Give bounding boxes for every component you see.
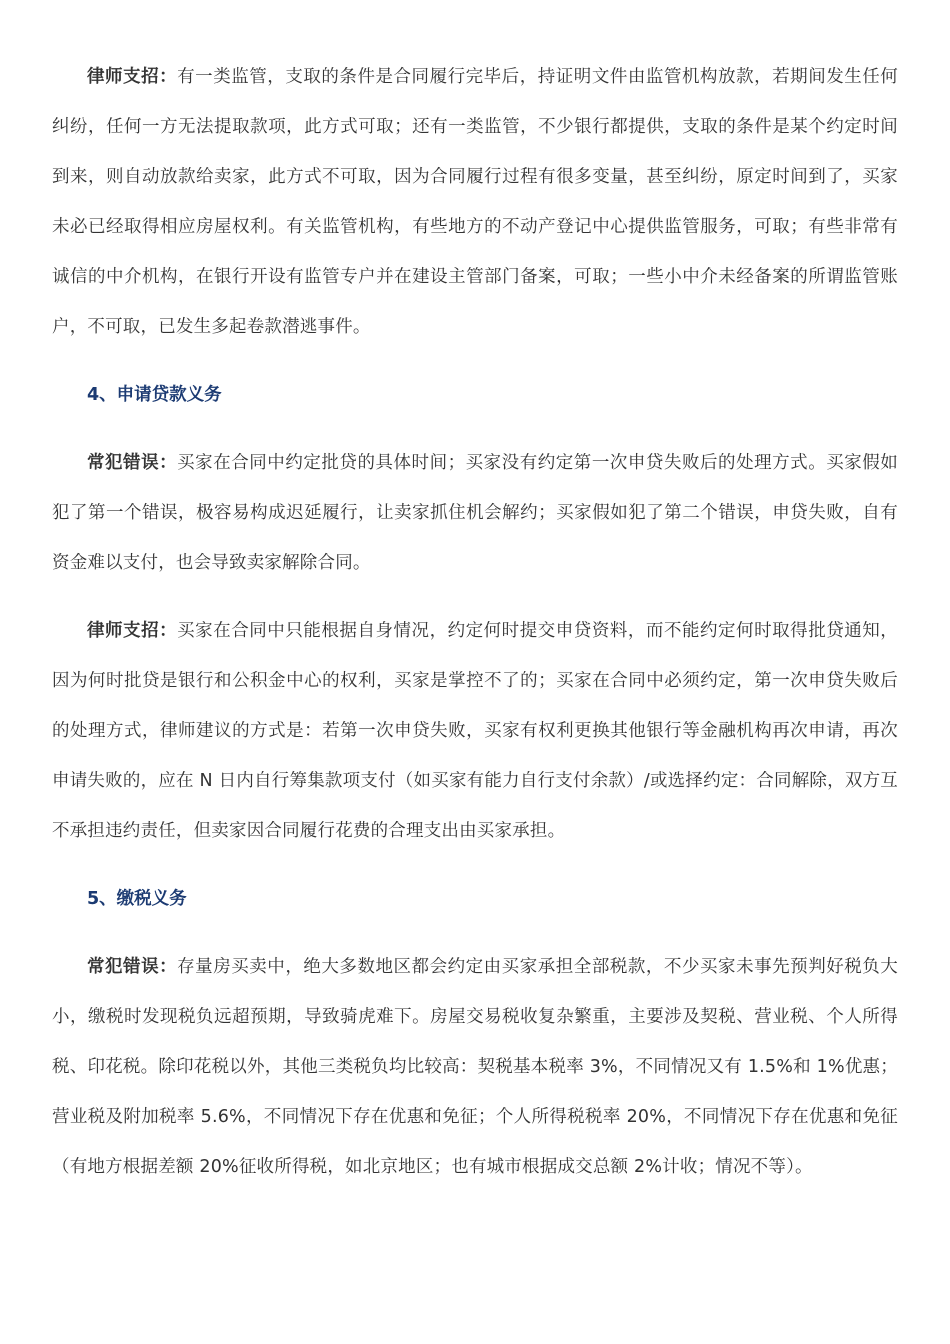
paragraph-body: 存量房买卖中，绝大多数地区都会约定由买家承担全部税款，不少买家未事先预判好税负大小，缴税时发现税负远超预期，导致骑虎难下。房屋交易税收复杂繁重，主要涉及契税、营业税、个人所得税、印花税。除印花税以外，其他三类税负均比较高：契税基本税率 3%，不同情况又有 1.5%和 1%优惠；营业税及附加税率 5.6%，不同情况下存在优惠和免征；个人所得税税率 20%，不同情况下存在优惠和免征（有地方根据差额 20%征收所得税，如北京地区；也有城市根据成交总额 2%计收；情况不等）。 [52, 957, 899, 1177]
section-heading-tax-payment: 5、缴税义务 [87, 889, 187, 909]
document-page [52, 52, 898, 1210]
section-heading-loan-application: 4、申请贷款义务 [87, 385, 222, 405]
paragraph-common-mistakes-tax [52, 942, 898, 1192]
paragraph-body: 买家在合同中只能根据自身情况，约定何时提交申贷资料，而不能约定何时取得批贷通知，因为何时批贷是银行和公积金中心的权利，买家是掌控不了的；买家在合同中必须约定，第一次申贷失败后的处理方式，律师建议的方式是：若第一次申贷失败，买家有权利更换其他银行等金融机构再次申请，再次申请失败的，应在 N 日内自行筹集款项支付（如买家有能力自行支付余款）/或选择约定：合同解除，双方互不承担违约责任，但卖家因合同履行花费的合理支出由买家承担。 [52, 621, 899, 841]
paragraph-common-mistakes-loan [52, 438, 898, 588]
paragraph-lawyer-advice-loan [52, 606, 898, 856]
paragraph-body: 有一类监管，支取的条件是合同履行完毕后，持证明文件由监管机构放款，若期间发生任何纠纷，任何一方无法提取款项，此方式可取；还有一类监管，不少银行都提供，支取的条件是某个约定时间到来，则自动放款给卖家，此方式不可取，因为合同履行过程有很多变量，甚至纠纷，原定时间到了，买家未必已经取得相应房屋权利。有关监管机构，有些地方的不动产登记中心提供监管服务，可取；有些非常有诚信的中介机构，在银行开设有监管专户并在建设主管部门备案，可取；一些小中介未经备案的所谓监管账户，不可取，已发生多起卷款潜逃事件。 [52, 67, 899, 337]
paragraph-lead: 常犯错误： [87, 957, 178, 977]
paragraph-lead: 律师支招： [87, 67, 178, 87]
paragraph-lawyer-advice-supervision [52, 52, 898, 352]
paragraph-lead: 常犯错误： [87, 453, 178, 473]
paragraph-lead: 律师支招： [87, 621, 178, 641]
paragraph-body: 买家在合同中约定批贷的具体时间；买家没有约定第一次申贷失败后的处理方式。买家假如犯了第一个错误，极容易构成迟延履行，让卖家抓住机会解约；买家假如犯了第二个错误，申贷失败，自有资金难以支付，也会导致卖家解除合同。 [52, 453, 899, 573]
